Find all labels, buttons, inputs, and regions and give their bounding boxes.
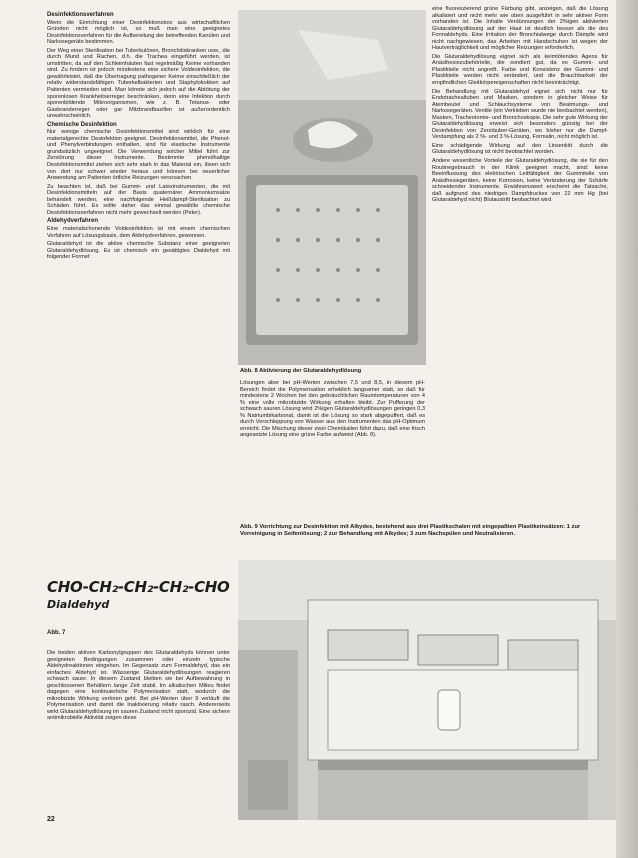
section-heading: Aldehydverfahren bbox=[47, 218, 99, 225]
disinfection-trays-illustration bbox=[238, 560, 618, 820]
page-number: 22 bbox=[47, 816, 55, 823]
left-text-column-bottom bbox=[47, 650, 230, 800]
paragraph: Die Glutaraldehydlösung eignet sich als keimtötendes Agens für Anästhesiezubehörteile, die sondiert gut, da es Gummi- und Plastikteile nicht angreift. Farbe und Konsistenz der Gummi- und Plastikteile werden nicht verändert, und die Brauchbarkeit der empfindlichen Gleitkörpereigenschaften nicht beeinträchtigt. bbox=[432, 53, 608, 87]
paragraph: Andere wesentliche Vorteile der Glutaraldehydlösung, die sie für den Routinegebrauch in der Klinik geeignet macht, sind: keine Beeinflussung des elektrischen Leitfähigkeit der Gummiteile von Anästhesiegeräten, keine Korrosion, keine Veränderung der Schärfe schneidender Instrumente. Erwähnenswert erscheint die Tatsache, daß aufgrund des niedrigen Dampfdruckes von 22 mm Hg (bei Glutaraldehyd nicht) Blutaustritt beobachtet wird. bbox=[432, 158, 608, 204]
figure-9-photo bbox=[238, 560, 618, 820]
paragraph: Zu beachten ist, daß bei Gummi- und Latexinstrumenten, die mit Desinfektionsmitteln auf der Basis quaternärer Ammoniumsalze behandelt werden, eine nachfolgende Heißdampf-Sterilisation zu Schäden führt. Es sollte daher das einmal gewählte chemische Desinfektionsverfahren nicht mehr gewechselt werden (Peter). bbox=[47, 183, 230, 216]
page-edge-shadow bbox=[616, 0, 638, 858]
section-heading: Chemische Desinfektion bbox=[47, 121, 117, 128]
figure-label: Abb. 7 bbox=[47, 630, 66, 636]
figure-8-photo bbox=[238, 10, 426, 365]
paragraph: Der Weg einer Sterilisation bei Tuberkulösen, Bronchitiskranken usw., die durch Mund und Rachen, d.h. die Trachea eingeführt werden, ist umstritten, da auf den Schleimhäuten fast regelmäßig Keime vorhanden sind. Zu fordern ist jedoch mindestens eine sichere Voldesinfektion, die gewährleistet, daß die Übertragung pathogener Keime einschließlich der relativ widerstandsfähigen Tuberkelbakterien und Staphylokokken auf Patienten vermieden wird. Man könnte sich jedoch auf die Abtötung der sporenlosen Krankheitserreger beschränken, denn eine Infektion durch sporenbildende Mikroorganismen, wie z. B. Tetanus- oder Gasbranderreger oder gar Milzbrandbazillen ist außerordentlich unwahrscheinlich. bbox=[47, 47, 230, 120]
paragraph: Eine materialschonende Voldesinfektion ist mit einem chemischen Verfahren auf Lösungsbasis, dem Aldehydverfahren, gewonnen. bbox=[47, 225, 230, 239]
right-text-column bbox=[432, 6, 608, 516]
paragraph: eine fluoreszierend grüne Färbung gibt, anzeigen, daß die Lösung alkalisiert und nicht mehr wie oben ausgeführt in sehr aktiver Form vorhanden ist. Die Inhalte Verdünnungen der 2%igen aktivierten Glutaraldehydlösung auf der Haut ist deutlich besser als die des Formaldehyds. Eine Irritation der Bronchialwege durch Dämpfe wird nicht nachgewiesen, das Arbeiten mit Handschuhen ist wegen der Hautverträglichkeit und möglicher Reizungen erforderlich. bbox=[432, 6, 608, 52]
paragraph: Lösungen aber bei pH-Werten zwischen 7,5 und 8,5, in diesem pH-Bereich findet die Polymerisation erheblich langsamer statt, so daß für mindestens 2 Wochen bei den gebräuchlichen Raumtemperaturen von 4 % eine volle mikrobizide Wirkung erhalten bleibt. Zur Pufferung der schwach sauren Lösung wird 2%igen Glutaraldehydlösungen geringen 0,3 % Natriumbikarbonat, damit ist die Lösung so stark abgepuffert, daß es durch Verschleppung von Wasser aus den Instrumenten das pH-Optimum erreicht. Die Mischung dieser zwei Chemikalien führt dazu, daß eine frisch angesetzte Lösung eine grüne Farbe aufweist (Abb. 8). bbox=[240, 380, 425, 439]
formula-line: CHO-CH₂-CH₂-CH₂-CHO bbox=[47, 578, 230, 596]
paragraph: Wenn die Einrichtung einer Desinfektionsbox aus wirtschaftlichen Gründen nicht möglich ist, so muß man eine geeignetes Desinfektionsverfahren für die Aufbereitung der betreffenden Kanülen und Narkosegeräte bestimmen. bbox=[47, 19, 230, 46]
paragraph: Nur wenige chemische Desinfektionsmittel sind wirklich für eine materialgerechte Desinfektion geeignet. Desinfektionsmittel, die Phenol- und Phenylverbindungen enthalten, sind für elastische Instrumente grundsätzlich ungeeignet. Die Verwendung solcher Mittel führt zur Zerstörung dieser Instrumente. Bestimmte phenolhaltige Desinfektionsmittel ziehen sich sehr stark in das Material ein, lösen sich von dort nur schwer wieder heraus und können bei neuerlicher Anwendung am Patienten örtliche Reizungen verursachen. bbox=[47, 129, 230, 182]
figure-8-caption: Abb. 8 Aktivierung der Glutaraldehydlösung bbox=[240, 368, 362, 374]
middle-text-column bbox=[240, 380, 425, 520]
paragraph: Eine schädigende Wirkung auf den Linsenkitt durch die Glutaraldehydlösung ist nicht beobachtet worden. bbox=[432, 142, 608, 156]
chemical-formula bbox=[47, 578, 237, 611]
paragraph: Glutaraldehyd ist die aktive chemische Substanz einer geeigneten Glutaraldehydlösung. Es ist chemisch ein gesättigtes Dialdehyd mit folgender Formel: bbox=[47, 241, 230, 261]
formula-name: Dialdehyd bbox=[47, 598, 110, 611]
paragraph: Die beiden aktiven Karbonylgruppen des Glutaraldehyds können unter geeigneten Bedingungen zusammen oder einzeln typische Aldehydreaktionen eingehen. Im Gegensatz zum Formaldehyd, das ein einfaches Aldehyd ist. Wässerige Glutaraldehydlösungen reagieren schwach sauer. In diesem Zustand bleiben sie bei Aufbewahrung in geschlossenen Behältern lange Zeit stabil. Im alkalischen Milieu findet dagegen eine kontinuierliche Polymerisation statt, wodurch die mikrobizide Wirkung verloren geht. Bei pH-Werten über 9 verläuft die Polymerisation und damit die Inaktivierung relativ rasch. Andererseits wirkt Glutaraldehydlösung im sauren Zustand nicht sporozid. Eine sichere antimikrobielle Aktivität zeigen diese bbox=[47, 650, 230, 722]
figure-9-caption: Abb. 9 Vorrichtung zur Desinfektion mit Alkydes, bestehend aus drei Plastikschalen mit eingepaßten Plastikeinsätzen: 1 zur Vorreinigung in Seifenlösung; 2 zur Behandlung mit Alkydes; 3 zum Nachspülen und Neutralisieren. bbox=[240, 524, 581, 537]
section-heading: Desinfektionsverfahren bbox=[47, 12, 114, 18]
lab-tray-illustration bbox=[238, 10, 426, 365]
paragraph: Die Behandlung mit Glutaraldehyd eignet sich nicht nur für Endotrachealtuben und Masken, sondern in gleicher Weise für Atembeutel und Schlauchsysteme von Beatmungs- und Narkosegeräten. Ventile (ein Verkleben wurde nie beobachtet werden), Masken, Tracheotomie- und Bronchoskopie. Die sehr gute Wirkung der Glutaraldehydlösung erweist sich besonders günstig bei der Desinfektion von Zerstäuber-Geräten, wo bisher nur die Dampf-Verdampfung als 2 %- und 3 %-Lösung, Formalin, nicht möglich ist. bbox=[432, 88, 608, 141]
